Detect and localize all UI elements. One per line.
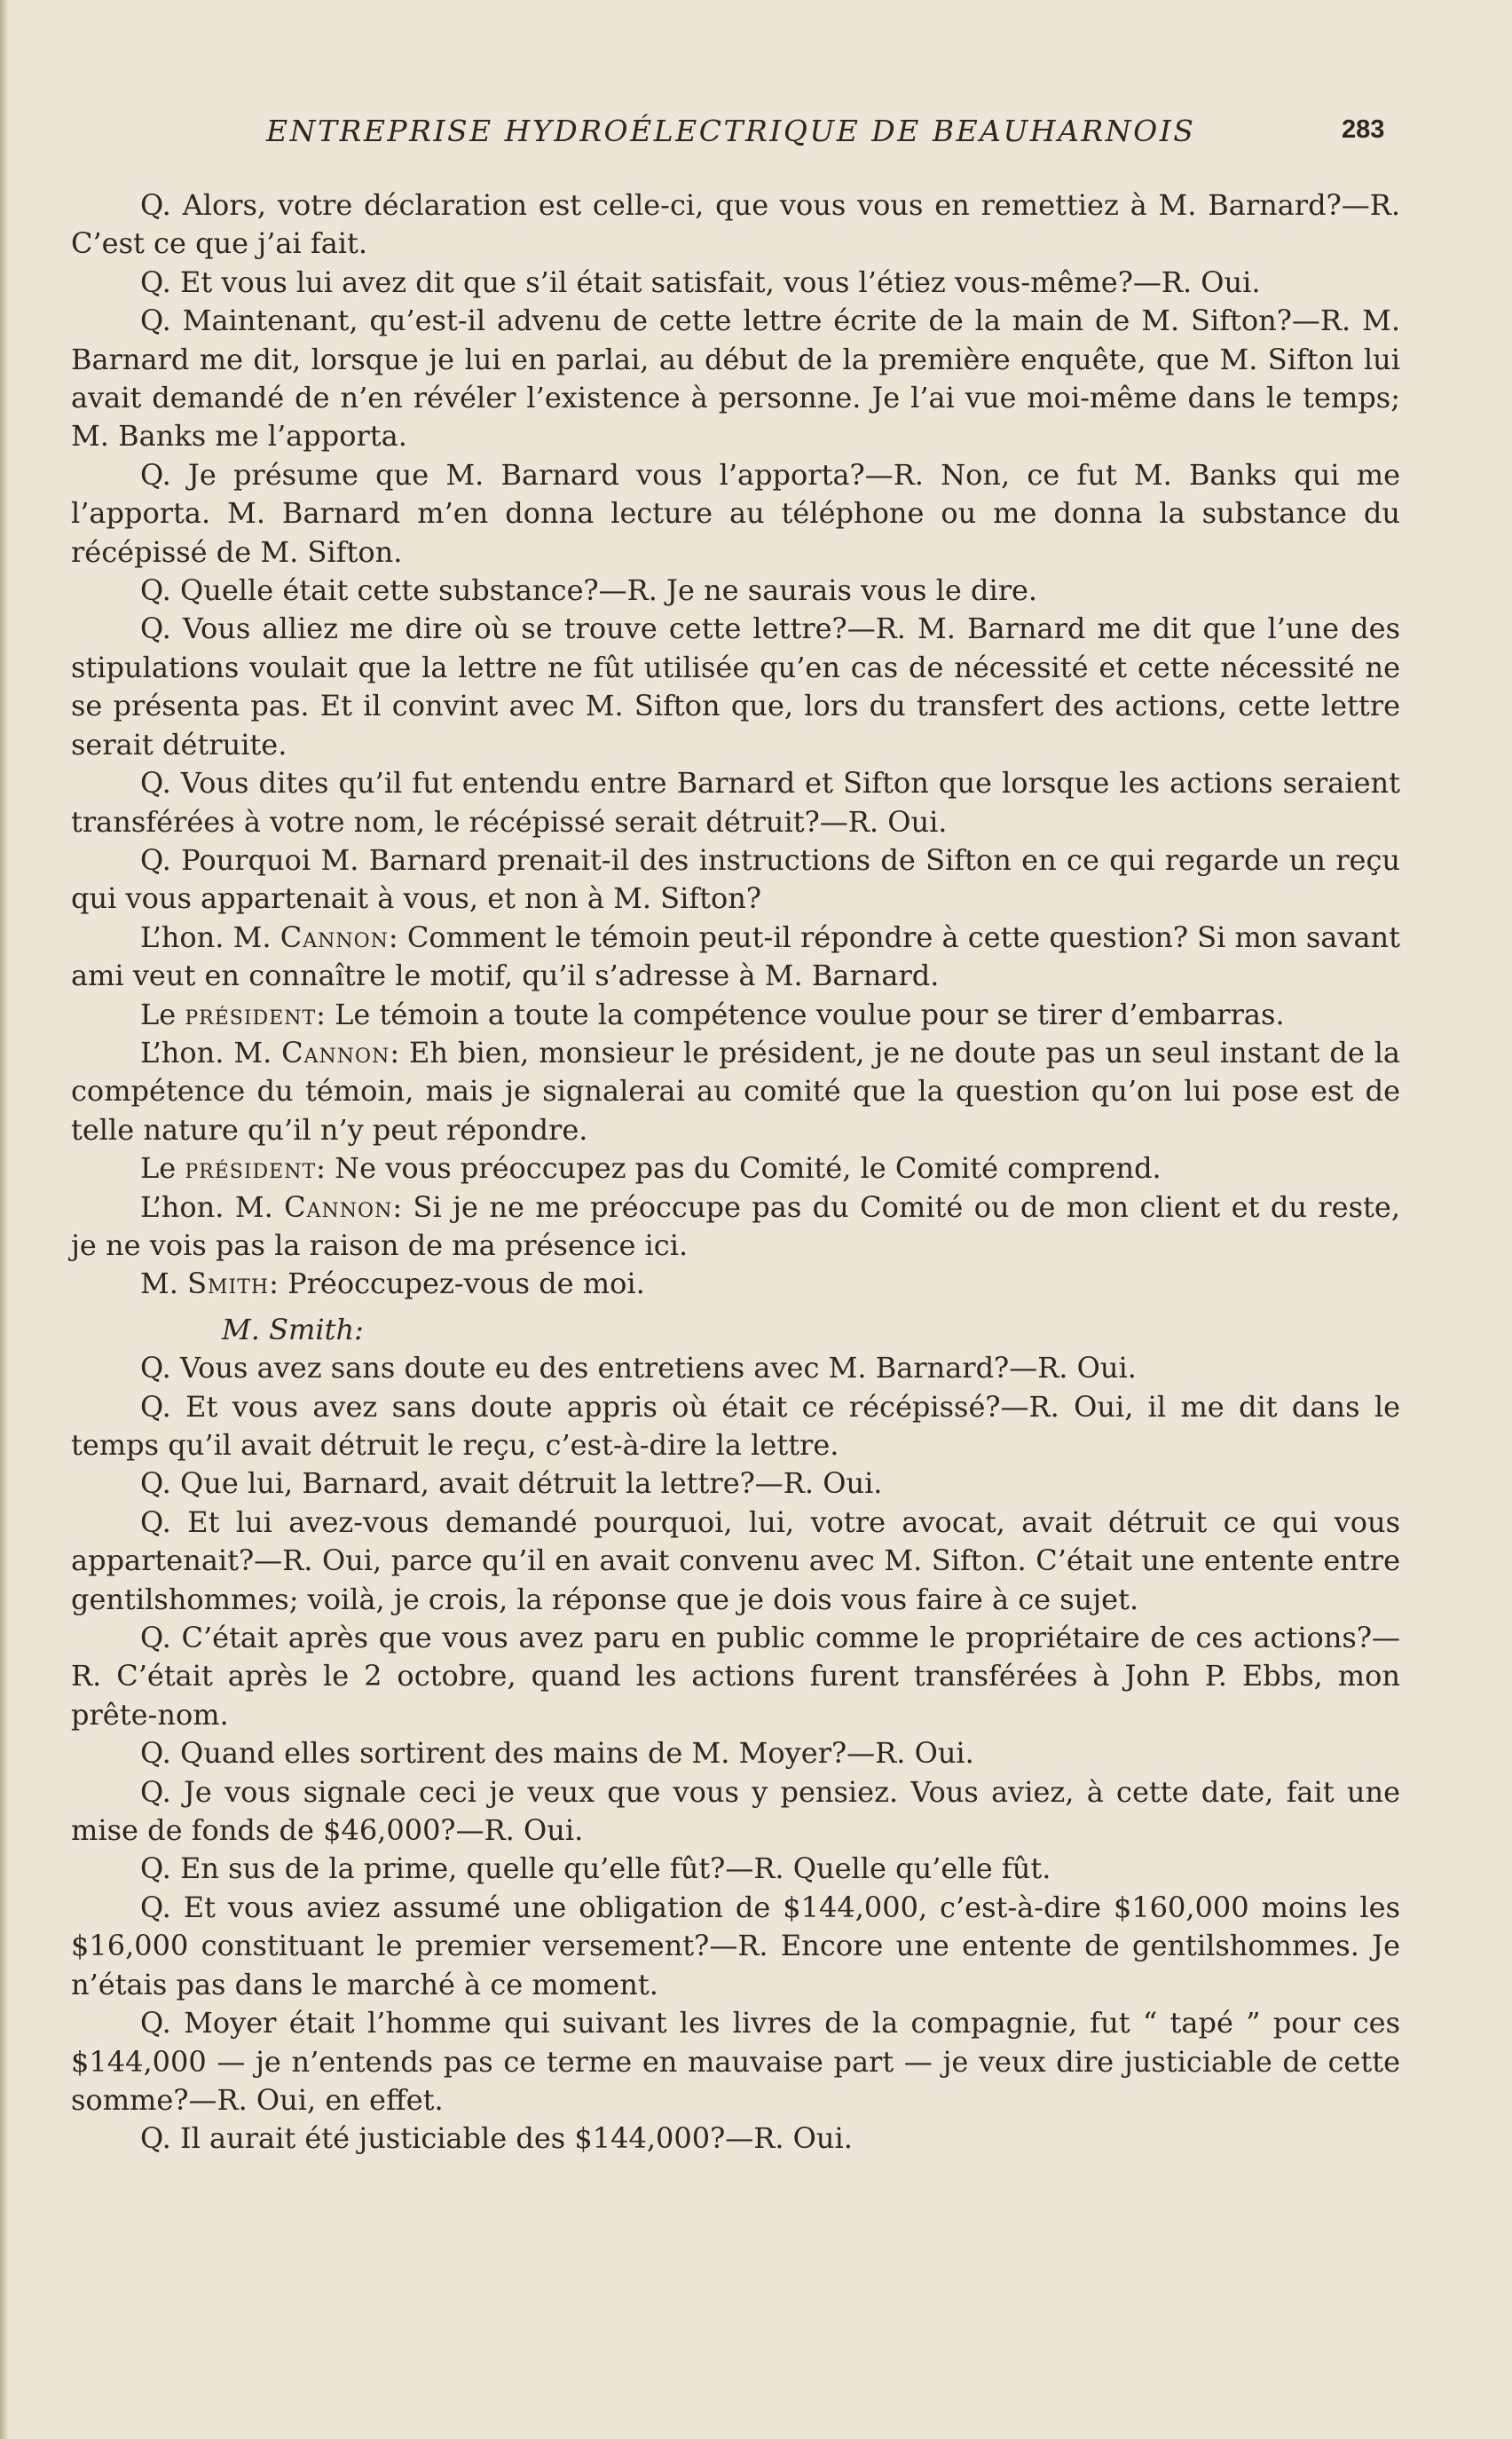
paragraph	[71, 1850, 1400, 1888]
paragraph-text: Q. Je présume que M. Barnard vous l’apporta?—R. Non, ce fut M. Banks qui me l’apporta. M. Barnard m’en donna lecture au téléphone ou me donna la substance du récépissé de M. Sifton.	[71, 457, 1400, 569]
section-heading: M. Smith:	[222, 1312, 364, 1346]
paragraph-text: Q. Quand elles sortirent des mains de M. Moyer?—R. Oui.	[140, 1736, 974, 1771]
paragraph	[71, 2004, 1400, 2119]
paragraph-text: : Préoccupez-vous de moi.	[269, 1267, 645, 1301]
paragraph-text: : Comment le témoin peut-il répondre à cette question? Si mon savant ami veut en connaître le motif, qu’il s’adresse à M. Barnard.	[71, 920, 1401, 993]
paragraph	[71, 1149, 1400, 1188]
paragraph	[71, 1034, 1400, 1149]
paragraph	[71, 841, 1400, 919]
paragraph-text: Q. En sus de la prime, quelle qu’elle fût?—R. Quelle qu’elle fût.	[140, 1851, 1051, 1886]
paragraph	[71, 919, 1400, 996]
paragraph-text: Q. Et vous avez sans doute appris où était ce récépissé?—R. Oui, il me dit dans le temps qu’il avait détruit le reçu, c’est-à-dire la lettre.	[71, 1389, 1400, 1462]
speaker-name: Cannon	[284, 1189, 393, 1224]
paragraph-text: Q. Quelle était cette substance?—R. Je ne saurais vous le dire.	[140, 573, 1038, 608]
page-edge	[0, 0, 9, 2439]
page-header	[0, 114, 1512, 158]
speaker-prefix: L’hon. M.	[140, 920, 280, 954]
paragraph-text: Q. Vous dites qu’il fut entendu entre Barnard et Sifton que lorsque les actions seraient transférées à votre nom, le récépissé serait détruit?—R. Oui.	[71, 766, 1400, 839]
paragraph	[71, 264, 1400, 302]
paragraph-text: : Eh bien, monsieur le président, je ne doute pas un seul instant de la compétence du témoin, mais je signalerai au comité que la question qu’on lui pose est de telle nature qu’il n’y peut répondre.	[71, 1035, 1401, 1147]
speaker-name: Smith	[187, 1267, 270, 1301]
paragraph-text: Q. Et lui avez-vous demandé pourquoi, lui, votre avocat, avait détruit ce qui vous appartenait?—R. Oui, parce qu’il en avait convenu avec M. Sifton. C’était une entente entre gentilshommes; voilà, je crois, la réponse que je dois vous faire à ce sujet.	[71, 1504, 1400, 1616]
speaker-prefix: M.	[140, 1267, 188, 1301]
paragraph	[71, 1349, 1400, 1387]
speaker-prefix: Le	[140, 1151, 185, 1186]
paragraph-text: Q. Et vous lui avez dit que s’il était satisfait, vous l’étiez vous-même?—R. Oui.	[140, 264, 1261, 299]
paragraph	[71, 2119, 1400, 2158]
paragraph-text: Q. C’était après que vous avez paru en public comme le propriétaire de ces actions?—R. C’était après le 2 octobre, quand les actions furent transférées à John P. Ebbs, mon prête-nom.	[71, 1621, 1400, 1732]
paragraph	[71, 1619, 1400, 1734]
speaker-name: président	[185, 1151, 317, 1186]
paragraph-text: Q. Maintenant, qu’est-il advenu de cette lettre écrite de la main de M. Sifton?—R. M. Barnard me dit, lorsque je lui en parlai, au début de la première enquête, que M. Sifton lui avait demandé de n’en révéler l’existence à personne. Je l’ai vue moi-même dans le temps; M. Banks me l’apporta.	[71, 304, 1400, 454]
paragraph	[71, 764, 1400, 841]
paragraph	[71, 186, 1400, 264]
paragraph	[71, 996, 1400, 1034]
speaker-name: président	[185, 997, 317, 1031]
paragraph	[71, 610, 1400, 764]
paragraph	[71, 1188, 1400, 1266]
paragraph	[71, 1265, 1400, 1303]
paragraph	[71, 1773, 1400, 1851]
paragraph	[71, 1889, 1400, 2004]
paragraph-text: Q. Pourquoi M. Barnard prenait-il des instructions de Sifton en ce qui regarde un reçu qui vous appartenait à vous, et non à M. Sifton?	[71, 842, 1400, 916]
speaker-prefix: Le	[140, 997, 185, 1031]
paragraph-text: : Si je ne me préoccupe pas du Comité ou de mon client et du reste, je ne vois pas la raison de ma présence ici.	[71, 1189, 1401, 1262]
running-title: ENTREPRISE HYDROÉLECTRIQUE DE BEAUHARNOIS	[266, 114, 1196, 148]
paragraph-text: Q. Vous alliez me dire où se trouve cette lettre?—R. M. Barnard me dit que l’une des stipulations voulait que la lettre ne fût utilisée qu’en cas de nécessité et cette nécessité ne se présenta pas. Et il convint avec M. Sifton que, lors du transfert des actions, cette lettre serait détruite.	[71, 612, 1400, 762]
paragraph-text: Q. Je vous signale ceci je veux que vous y pensiez. Vous aviez, à cette date, fait une mise de fonds de $46,000?—R. Oui.	[71, 1774, 1400, 1848]
paragraph-text: Q. Alors, votre déclaration est celle-ci, que vous vous en remettiez à M. Barnard?—R. C’est ce que j’ai fait.	[71, 188, 1400, 261]
paragraph-text: Q. Moyer était l’homme qui suivant les livres de la compagnie, fut “ tapé ” pour ces $144,000 — je n’entends pas ce terme en mauvaise part — je veux dire justiciable de cette somme?—R. Oui, en effet.	[71, 2006, 1400, 2117]
paragraph	[71, 1734, 1400, 1772]
paragraph-text: Q. Que lui, Barnard, avait détruit la lettre?—R. Oui.	[140, 1466, 883, 1501]
paragraph	[71, 1504, 1400, 1619]
paragraph	[71, 572, 1400, 610]
paragraph-text: Q. Il aurait été justiciable des $144,000?—R. Oui.	[140, 2121, 853, 2156]
paragraph-text: Q. Et vous aviez assumé une obligation de $144,000, c’est-à-dire $160,000 moins les $16,000 constituant le premier versement?—R. Encore une entente de gentilshommes. Je n’étais pas dans le marché à ce moment.	[71, 1890, 1400, 2001]
speaker-name: Cannon	[281, 1035, 390, 1070]
speaker-prefix: L’hon. M.	[140, 1035, 282, 1070]
paragraph	[71, 302, 1400, 456]
paragraph-text: : Le témoin a toute la compétence voulue pour se tirer d’embarras.	[316, 997, 1285, 1031]
paragraph	[71, 1464, 1400, 1503]
paragraph	[71, 1388, 1400, 1465]
body-text	[71, 186, 1400, 2159]
paragraph-text: Q. Vous avez sans doute eu des entretiens avec M. Barnard?—R. Oui.	[140, 1351, 1137, 1385]
speaker-name: Cannon	[280, 920, 389, 954]
paragraph-text: : Ne vous préoccupez pas du Comité, le Comité comprend.	[316, 1151, 1162, 1186]
page-number: 283	[1342, 115, 1385, 144]
paragraph	[71, 456, 1400, 572]
speaker-prefix: L’hon. M.	[140, 1189, 285, 1224]
